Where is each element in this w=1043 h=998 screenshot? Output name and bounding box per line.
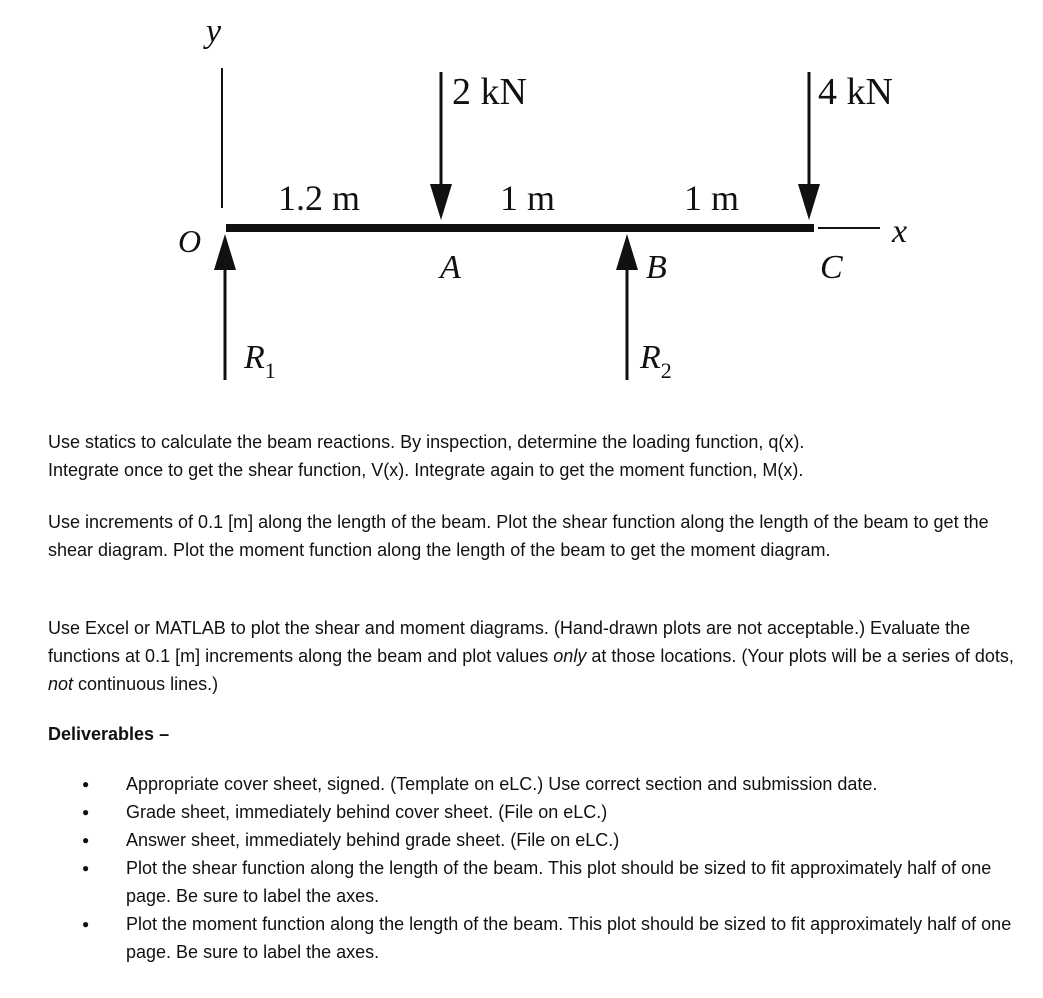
paragraph-reactions-line-2: Integrate once to get the shear function, V(x). Integrate again to get the moment function, M(x). bbox=[48, 460, 804, 480]
span-3-label: 1 m bbox=[684, 178, 740, 218]
load-a-arrow-head bbox=[430, 184, 452, 220]
point-c-label: C bbox=[820, 249, 843, 286]
load-c-arrow-head bbox=[798, 184, 820, 220]
reaction-2-label: $R_2$ bbox=[640, 339, 672, 383]
y-axis-label: y bbox=[206, 13, 222, 50]
beam-diagram bbox=[0, 0, 1043, 420]
span-2-label: 1 m bbox=[500, 178, 556, 218]
reaction-2-subscript: 2 bbox=[660, 358, 672, 383]
deliverable-item: ● Answer sheet, immediately behind grade sheet. (File on eLC.) bbox=[80, 826, 1040, 854]
paragraph-plotting bbox=[48, 614, 1033, 698]
deliverable-item: ● Plot the shear function along the length of the beam. This plot should be sized to fit approximately half of one page. Be sure to label the axes. bbox=[80, 854, 1040, 910]
plotting-text-3: continuous lines.) bbox=[73, 674, 219, 694]
paragraph-reactions-line-1: Use statics to calculate the beam reactions. By inspection, determine the loading function, q(x). bbox=[48, 432, 805, 452]
plotting-emphasis-only: only bbox=[553, 646, 587, 666]
reaction-2-arrow-head bbox=[616, 234, 638, 270]
deliverables-heading: Deliverables – bbox=[48, 724, 170, 744]
point-b-label: B bbox=[646, 249, 667, 286]
deliverable-item: ● Appropriate cover sheet, signed. (Template on eLC.) Use correct section and submission date. bbox=[80, 770, 1040, 798]
reaction-1-subscript: 1 bbox=[264, 358, 276, 383]
deliverable-item: ● Plot the moment function along the length of the beam. This plot should be sized to fit approximately half of one page. Be sure to label the axes. bbox=[80, 910, 1040, 966]
reaction-1-arrow-head bbox=[214, 234, 236, 270]
paragraph-reactions bbox=[48, 428, 1033, 484]
deliverables-list bbox=[80, 770, 1040, 966]
paragraph-increments: Use increments of 0.1 [m] along the length of the beam. Plot the shear function along the length of the beam to get the shear diagram. Plot the moment function along the length of the beam to get the moment diagram. bbox=[48, 512, 989, 560]
reaction-1-label: $R_1$ bbox=[244, 339, 276, 383]
point-a-label: A bbox=[440, 249, 461, 286]
beam bbox=[226, 224, 814, 232]
plotting-text-2: at those locations. (Your plots will be a series of dots, bbox=[586, 646, 1014, 666]
load-c-label: 4 kN bbox=[818, 71, 893, 113]
span-1-label: 1.2 m bbox=[278, 178, 361, 218]
x-axis-label: x bbox=[892, 213, 908, 250]
deliverable-item: ● Grade sheet, immediately behind cover sheet. (File on eLC.) bbox=[80, 798, 1040, 826]
origin-label: O bbox=[178, 223, 202, 259]
load-a-label: 2 kN bbox=[452, 71, 527, 113]
plotting-emphasis-not: not bbox=[48, 674, 74, 694]
plotting-text-1: Use Excel or MATLAB to plot the shear and moment diagrams. (Hand-drawn plots are not acceptable.) Evaluate the functions at 0.1 [m] increments along the beam and plot values bbox=[48, 618, 971, 666]
